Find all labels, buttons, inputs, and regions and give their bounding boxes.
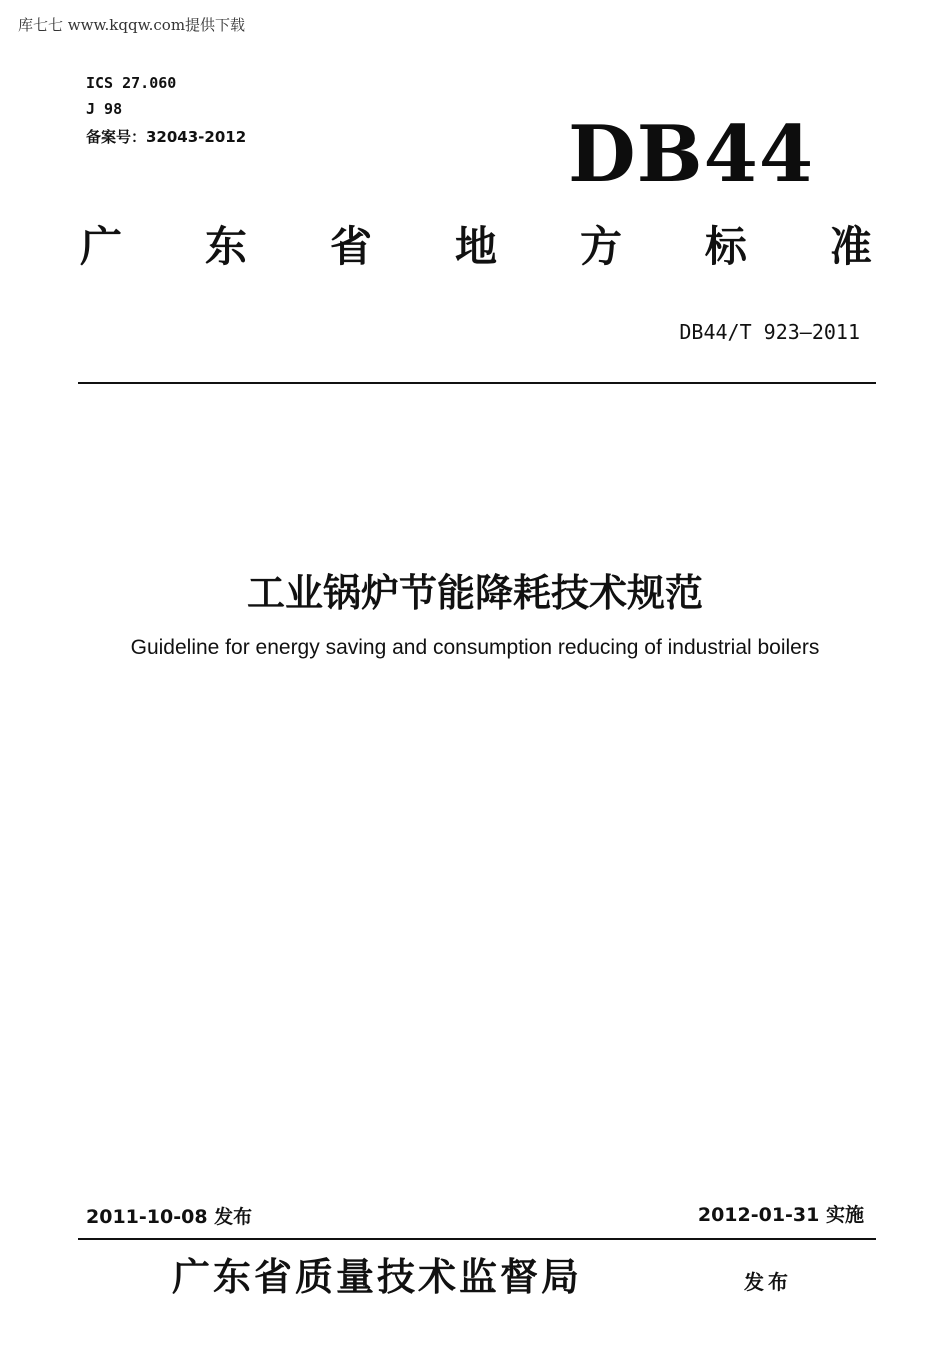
standard-type-char: 地 [454, 222, 497, 271]
top-divider [78, 382, 876, 384]
standard-number: DB44/T 923—2011 [679, 320, 860, 344]
classification-code: J 98 [86, 100, 123, 118]
record-number: 备案号：32043-2012 [86, 128, 247, 146]
document-title-english: Guideline for energy saving and consumption reducing of industrial boilers [130, 636, 820, 659]
standard-type-char: 标 [704, 222, 747, 271]
issuing-authority: 广东省质量技术监督局 [172, 1254, 583, 1299]
bottom-divider [78, 1238, 876, 1240]
issue-date: 2011-10-08 发布 [86, 1206, 253, 1228]
implementation-date: 2012-01-31 实施 [697, 1204, 864, 1226]
standard-type-char: 准 [829, 222, 872, 271]
standard-type-char: 广 [80, 222, 123, 271]
standard-type-char: 省 [329, 222, 372, 271]
ics-code: ICS 27.060 [86, 74, 177, 92]
standard-type-char: 东 [204, 222, 247, 271]
standard-type-heading [80, 222, 872, 271]
standard-type-char: 方 [579, 222, 622, 271]
watermark-text: 库七七 www.kqqw.com提供下载 [18, 16, 246, 34]
document-title-chinese: 工业锅炉节能降耗技术规范 [246, 571, 703, 615]
issuing-label: 发布 [744, 1270, 792, 1294]
db44-logo: DB44 [568, 109, 815, 200]
